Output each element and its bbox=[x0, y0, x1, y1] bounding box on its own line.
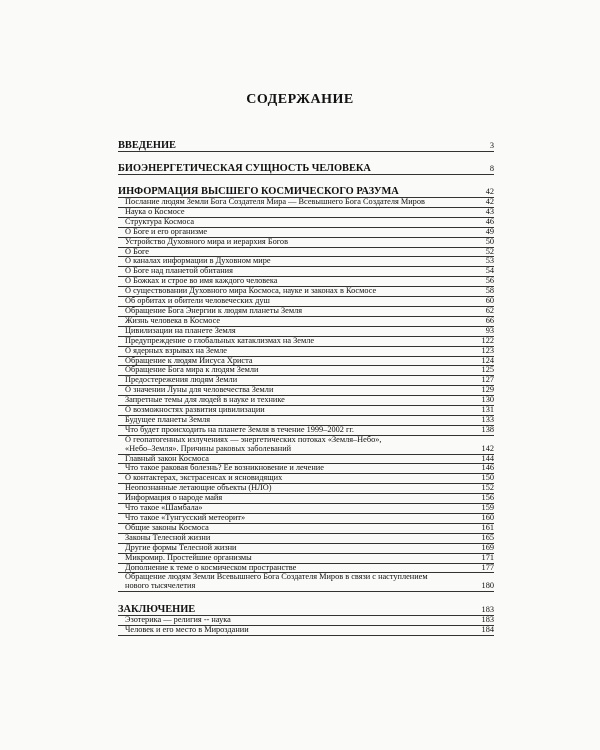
toc-item-label: «Небо–Земля». Причины раковых заболеваний bbox=[125, 443, 292, 453]
toc-item-label: Микромир. Простейшие организмы bbox=[125, 552, 252, 562]
toc-item-page: 146 bbox=[481, 463, 494, 473]
toc-item-page: 159 bbox=[481, 503, 494, 513]
page-title: СОДЕРЖАНИЕ bbox=[246, 92, 354, 107]
toc-item-label: Предостережения людям Земли bbox=[125, 375, 238, 385]
toc-item-label: О существовании Духовного мира Космоса, науке и законах в Космосе bbox=[125, 286, 377, 296]
toc-item-label: О значении Луны для человечества Земли bbox=[125, 385, 274, 395]
toc-item-label: Запретные темы для людей в науке и технике bbox=[125, 395, 285, 405]
toc-item-label: Что такое «Шамбала» bbox=[125, 503, 203, 513]
toc-section-label: ИНФОРМАЦИЯ ВЫСШЕГО КОСМИЧЕСКОГО РАЗУМА bbox=[118, 186, 399, 197]
toc-item-label: О ядерных взрывах на Земле bbox=[125, 345, 227, 355]
toc-item-page: 50 bbox=[485, 236, 494, 246]
toc-item-label: Обращение к людям Иисуса Христа bbox=[125, 355, 253, 365]
toc-item bbox=[118, 347, 494, 357]
toc-section-label: ЗАКЛЮЧЕНИЕ bbox=[118, 604, 196, 616]
toc-item bbox=[118, 238, 494, 248]
toc-item-page: 156 bbox=[481, 493, 494, 503]
toc-item-label: Эзотерика — религия -- наука bbox=[125, 615, 231, 625]
table-of-contents bbox=[118, 140, 494, 636]
toc-item-page: 60 bbox=[485, 296, 494, 306]
toc-item-label: О контактерах, экстрасенсах и ясновидящих bbox=[125, 473, 283, 483]
toc-section-page: 183 bbox=[481, 605, 494, 615]
toc-item-page: 124 bbox=[481, 355, 494, 365]
toc-item-page: 177 bbox=[481, 562, 494, 572]
toc-item-label: Об орбитах и обители человеческих душ bbox=[125, 296, 270, 306]
toc-section bbox=[118, 140, 494, 152]
toc-item-page: 62 bbox=[485, 305, 494, 315]
toc-section-label: ВВЕДЕНИЕ bbox=[118, 140, 176, 151]
toc-item-page: 53 bbox=[485, 256, 494, 266]
toc-item-label: Обращение Бога мира к людям Земли bbox=[125, 365, 259, 375]
toc-item-label: О геопатогенных излучениях — энергетических потоках «Земля–Небо», bbox=[125, 434, 382, 444]
toc-section-page: 42 bbox=[485, 187, 494, 196]
toc-item-page: 127 bbox=[481, 375, 494, 385]
toc-item-label: Неопознанные летающие объекты (НЛО) bbox=[125, 483, 272, 493]
toc-item-label: Послание людям Земли Бога Создателя Мира — Всевышнего Бога Создателя Миров bbox=[125, 197, 425, 206]
toc-item-label: Информация о народе майя bbox=[125, 493, 223, 503]
toc-item-page: 66 bbox=[485, 315, 494, 325]
toc-item-page: 130 bbox=[481, 395, 494, 405]
toc-item-page: 171 bbox=[481, 552, 494, 562]
toc-item-label: О Боге bbox=[125, 246, 149, 256]
toc-item-label: О возможностях развития цивилизации bbox=[125, 405, 265, 415]
toc-item-page: 93 bbox=[485, 325, 494, 335]
toc-item-page: 49 bbox=[485, 226, 494, 236]
toc-item-page: 160 bbox=[481, 513, 494, 522]
toc-item-label: Законы Телесной жизни bbox=[125, 532, 211, 542]
toc-section-page: 8 bbox=[489, 164, 494, 173]
toc-item-page: 184 bbox=[481, 625, 494, 635]
toc-section-page: 3 bbox=[489, 141, 494, 150]
toc-item-page: 131 bbox=[481, 405, 494, 415]
toc-item-label: О Боге и его организме bbox=[125, 226, 208, 236]
toc-item-page: 42 bbox=[485, 197, 494, 206]
toc-item-page: 150 bbox=[481, 473, 494, 483]
toc-item-label: О Боге над планетой обитания bbox=[125, 266, 233, 276]
toc-item-label: Обращение людям Земли Всевышнего Бога Создателя Миров в связи с наступлением bbox=[125, 572, 428, 582]
toc-item-page: 58 bbox=[485, 286, 494, 296]
toc-item-label: нового тысячелетия bbox=[125, 581, 196, 591]
toc-item bbox=[118, 582, 494, 592]
toc-item-page: 46 bbox=[485, 216, 494, 226]
toc-item-label: Что такое «Тунгусский метеорит» bbox=[125, 513, 246, 522]
toc-item-page: 122 bbox=[481, 335, 494, 345]
toc-item-label: Будущее планеты Земля bbox=[125, 414, 211, 424]
toc-item-label: Общие законы Космоса bbox=[125, 522, 209, 532]
toc-item-label: Устройство Духовного мира и иерархия Богов bbox=[125, 236, 288, 246]
toc-item-label: Главный закон Космоса bbox=[125, 453, 209, 463]
toc-item-label: Обращение Бога Энергии к людям планеты Земля bbox=[125, 305, 303, 315]
toc-item-label: О Божках и строе во имя каждого человека bbox=[125, 276, 278, 286]
toc-item-label: Цивилизации на планете Земля bbox=[125, 325, 236, 335]
toc-item-label: Другие формы Телесной жизни bbox=[125, 542, 237, 552]
toc-item-page: 125 bbox=[481, 365, 494, 375]
toc-item-label: О каналах информации в Духовном мире bbox=[125, 256, 271, 266]
toc-item-page: 161 bbox=[481, 522, 494, 532]
toc-item-label: Что такое раковая болезнь? Ее возникновение и лечение bbox=[125, 463, 324, 473]
toc-section bbox=[118, 163, 494, 175]
toc-item-page: 123 bbox=[481, 345, 494, 355]
toc-item-label: Что будет происходить на планете Земля в течение 1999–2002 гг. bbox=[125, 424, 354, 434]
toc-item-label: Предупреждение о глобальных катаклизмах на Земле bbox=[125, 335, 315, 345]
toc-item-page: 133 bbox=[481, 414, 494, 424]
toc-item-page: 43 bbox=[485, 206, 494, 216]
toc-item-label: Жизнь человека в Космосе bbox=[125, 315, 221, 325]
toc-item-page: 180 bbox=[481, 581, 494, 591]
toc-item-page: 54 bbox=[485, 266, 494, 276]
toc-item-label: Человек и его место в Мироздании bbox=[125, 625, 249, 635]
toc-item-label: Наука о Космосе bbox=[125, 206, 185, 216]
toc-item-page: 56 bbox=[485, 276, 494, 286]
toc-item-page: 129 bbox=[481, 385, 494, 395]
toc-item-page: 183 bbox=[481, 615, 494, 625]
toc-item bbox=[118, 626, 494, 636]
toc-item-page: 152 bbox=[481, 483, 494, 493]
toc-section-label: БИОЭНЕРГЕТИЧЕСКАЯ СУЩНОСТЬ ЧЕЛОВЕКА bbox=[118, 163, 371, 174]
toc-item-page: 144 bbox=[481, 453, 494, 463]
toc-item-page: 52 bbox=[485, 246, 494, 256]
toc-item-page: 165 bbox=[481, 532, 494, 542]
toc-item-page: 142 bbox=[481, 443, 494, 453]
toc-item-page: 169 bbox=[481, 542, 494, 552]
toc-item-label: Дополнение к теме о космическом пространстве bbox=[125, 562, 297, 572]
toc-item-page: 138 bbox=[481, 424, 494, 434]
toc-item-label: Структура Космоса bbox=[125, 216, 195, 226]
